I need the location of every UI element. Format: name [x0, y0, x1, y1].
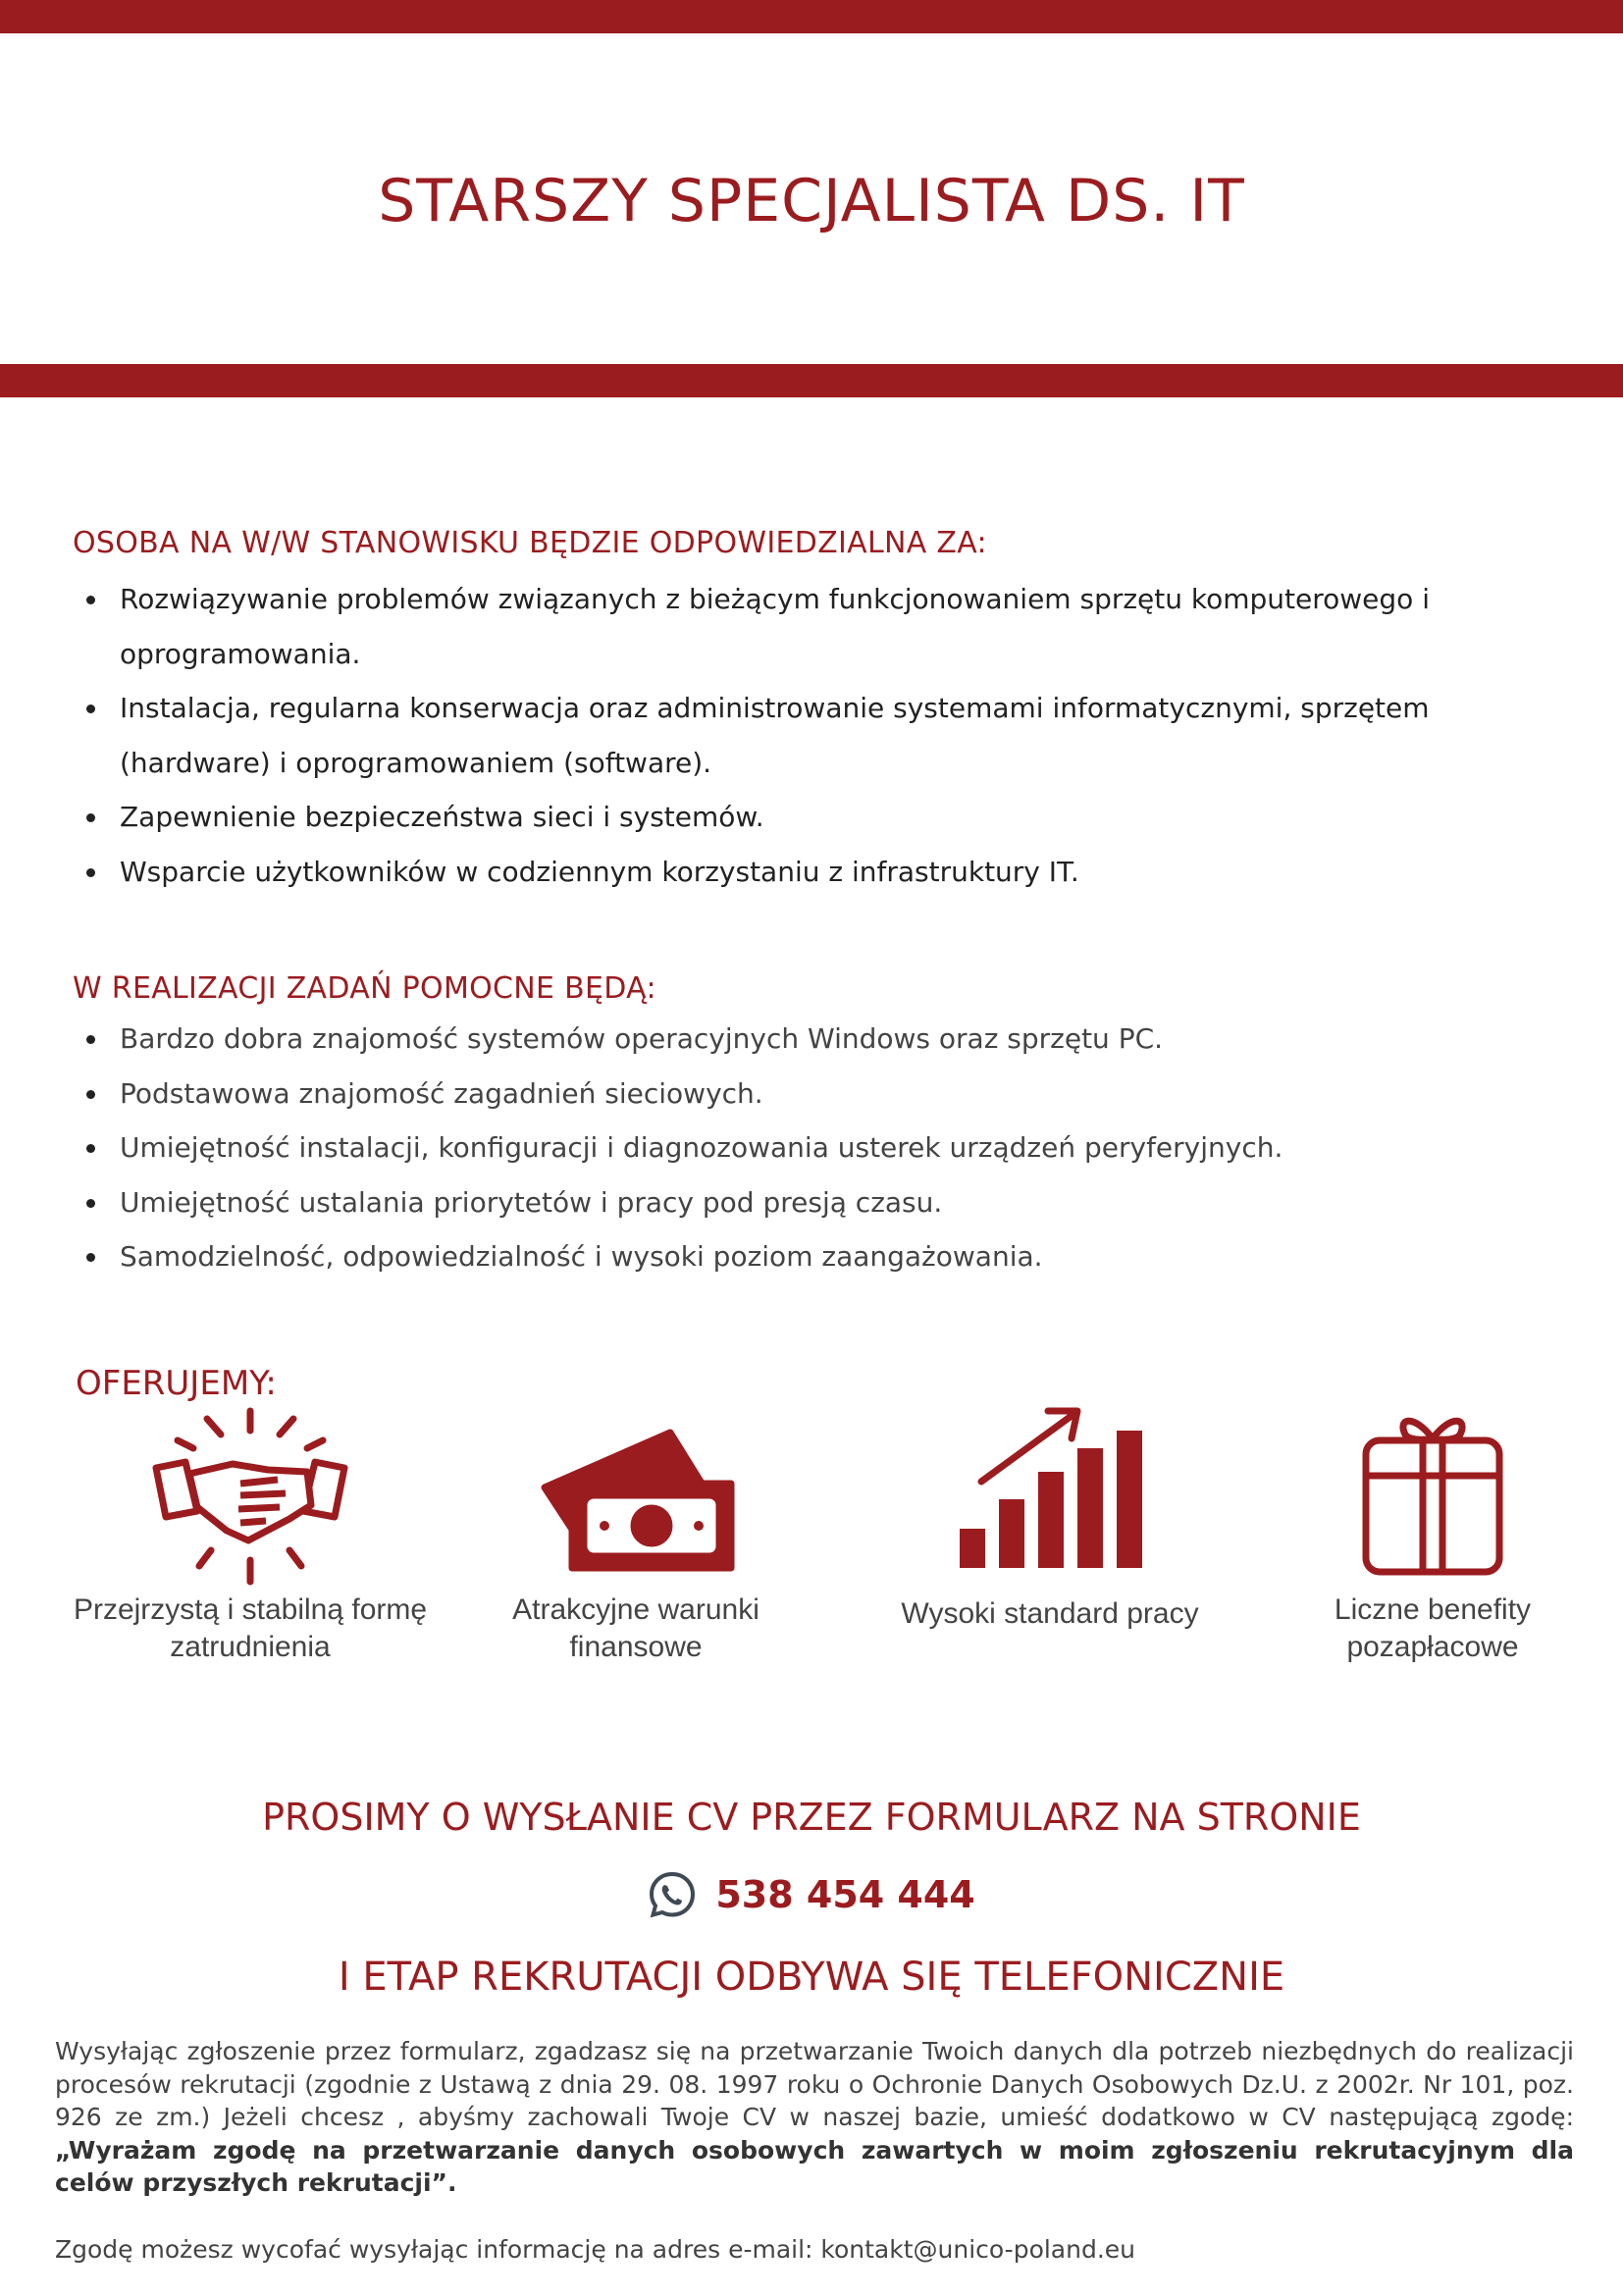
offer-label-line2: zatrudnienia: [170, 1631, 331, 1663]
header-divider-bar: [0, 364, 1623, 397]
money-icon: [533, 1415, 739, 1582]
list-item: Umiejętność ustalania priorytetów i pracy pod presją czasu.: [73, 1175, 1505, 1230]
responsibilities-heading: OSOBA NA W/W STANOWISKU BĘDZIE ODPOWIEDZIALNA ZA:: [73, 526, 987, 560]
list-item: Bardzo dobra znajomość systemów operacyjnych Windows oraz sprzętu PC.: [73, 1012, 1505, 1067]
top-accent-bar: [0, 0, 1623, 33]
requirements-heading: W REALIZACJI ZADAŃ POMOCNE BĘDĄ:: [73, 971, 656, 1006]
offer-label-line1: Liczne benefity: [1334, 1593, 1532, 1626]
responsibilities-list: [73, 572, 1505, 899]
offer-label-line1: Przejrzystą i stabilną formę: [73, 1593, 428, 1626]
phone-number[interactable]: 538 454 444: [715, 1873, 975, 1916]
consent-withdraw: Zgodę możesz wycofać wysyłając informację na adres e-mail: kontakt@unico-poland.eu: [55, 2235, 1136, 2264]
page-title: STARSZY SPECJALISTA DS. IT: [378, 167, 1245, 235]
list-item: Zapewnienie bezpieczeństwa sieci i systemów.: [73, 790, 1505, 845]
consent-text: Wysyłając zgłoszenie przez formularz, zgadzasz się na przetwarzanie Twoich danych dla potrzeb niezbędnych do realizacji procesów rekrutacji (zgodnie z Ustawą z dnia 29. 08. 1997 roku o Ochronie Danych Osobowych Dz.U. z 2002r. Nr 101, poz. 926 ze zm.) Jeżeli chcesz , abyśmy zachowali Twoje CV w naszej bazie, umieść dodatkowo w CV następującą zgodę:: [55, 2037, 1574, 2131]
phone-row: [0, 1870, 1623, 1919]
offer-heading: OFERUJEMY:: [76, 1364, 277, 1403]
list-item: Samodzielność, odpowiedzialność i wysoki poziom zaangażowania.: [73, 1229, 1505, 1284]
consent-clause: „Wyrażam zgodę na przetwarzanie danych osobowych zawartych w moim zgłoszeniu rekrutacyjnym dla celów przyszłych rekrutacji”.: [55, 2135, 1574, 2197]
list-item: Umiejętność instalacji, konfiguracji i diagnozowania usterek urządzeń peryferyjnych.: [73, 1121, 1505, 1175]
list-item: Podstawowa znajomość zagadnień sieciowych.: [73, 1067, 1505, 1122]
gift-icon: [1354, 1405, 1511, 1582]
whatsapp-icon: [648, 1870, 697, 1919]
requirements-list: [73, 1012, 1505, 1284]
recruitment-stage-heading: I ETAP REKRUTACJI ODBYWA SIĘ TELEFONICZNIE: [338, 1955, 1285, 2000]
offer-label-line2: finansowe: [569, 1631, 703, 1663]
cv-cta-heading: PROSIMY O WYSŁANIE CV PRZEZ FORMULARZ NA STRONIE: [262, 1796, 1361, 1839]
list-item: Instalacja, regularna konserwacja oraz administrowanie systemami informatycznymi, sprzętem (hardware) i oprogramowaniem (software).: [73, 681, 1505, 790]
handshake-icon: [142, 1403, 358, 1590]
list-item: Wsparcie użytkowników w codziennym korzystaniu z infrastruktury IT.: [73, 845, 1505, 900]
growth-chart-icon: [952, 1403, 1148, 1580]
consent-paragraph: [55, 2035, 1574, 2200]
offer-label-line2: pozapłacowe: [1346, 1631, 1519, 1663]
offer-label-line1: Atrakcyjne warunki: [512, 1593, 759, 1626]
list-item: Rozwiązywanie problemów związanych z bieżącym funkcjonowaniem sprzętu komputerowego i oprogramowania.: [73, 572, 1505, 681]
offer-label-line1: Wysoki standard pracy: [901, 1597, 1199, 1630]
